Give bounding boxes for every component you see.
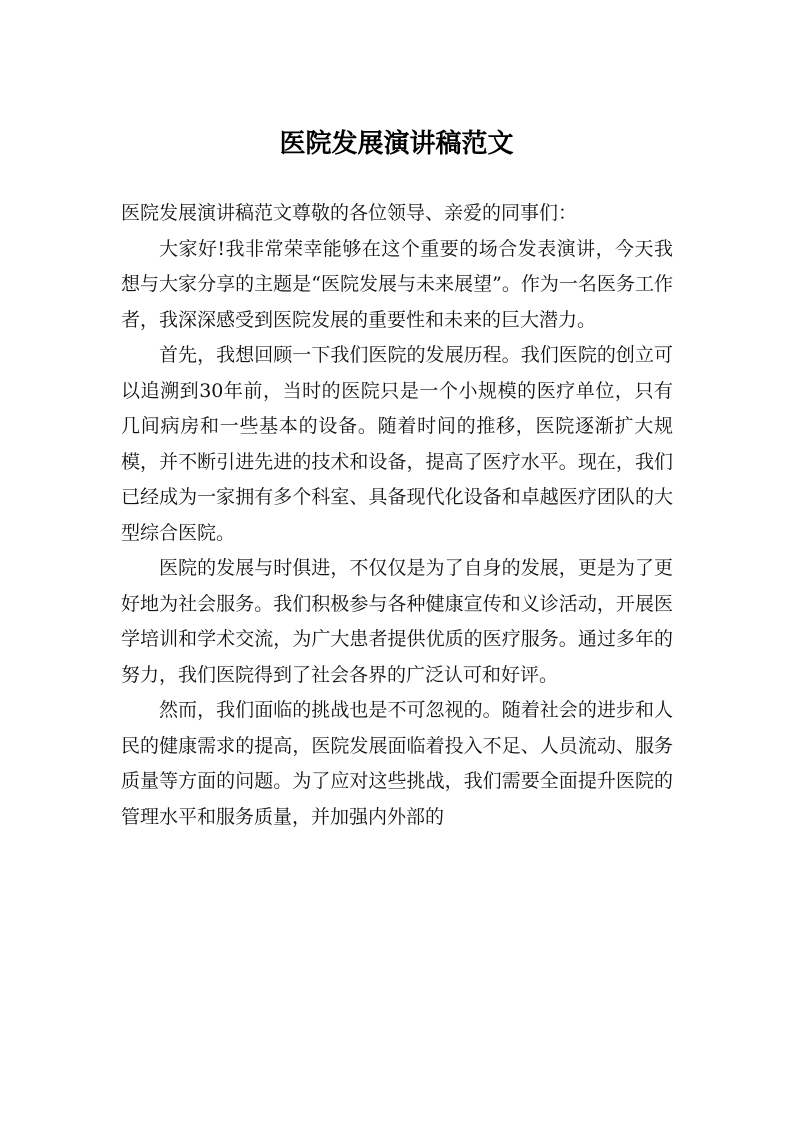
document-title: 医院发展演讲稿范文 <box>279 129 514 159</box>
document-body <box>121 196 673 835</box>
body-paragraph: 首先，我想回顾一下我们医院的发展历程。我们医院的创立可以追溯到30年前，当时的医院只是一个小规模的医疗单位，只有几间病房和一些基本的设备。随着时间的推移，医院逐渐扩大规模，并不断引进先进的技术和设备，提高了医疗水平。现在，我们已经成为一家拥有多个科室、具备现代化设备和卓越医疗团队的大型综合医院。 <box>121 344 673 544</box>
salutation-paragraph: 医院发展演讲稿范文尊敬的各位领导、亲爱的同事们： <box>121 202 578 224</box>
body-paragraph: 大家好!我非常荣幸能够在这个重要的场合发表演讲，今天我想与大家分享的主题是“医院发展与未来展望”。作为一名医务工作者，我深深感受到医院发展的重要性和未来的巨大潜力。 <box>121 237 673 331</box>
body-paragraph: 然而，我们面临的挑战也是不可忽视的。随着社会的进步和人民的健康需求的提高，医院发展面临着投入不足、人员流动、服务质量等方面的问题。为了应对这些挑战，我们需要全面提升医院的管理水平和服务质量，并加强内外部的 <box>121 699 673 828</box>
body-paragraph: 医院的发展与时俱进，不仅仅是为了自身的发展，更是为了更好地为社会服务。我们积极参与各种健康宣传和义诊活动，开展医学培训和学术交流，为广大患者提供优质的医疗服务。通过多年的努力，我们医院得到了社会各界的广泛认可和好评。 <box>121 557 673 686</box>
